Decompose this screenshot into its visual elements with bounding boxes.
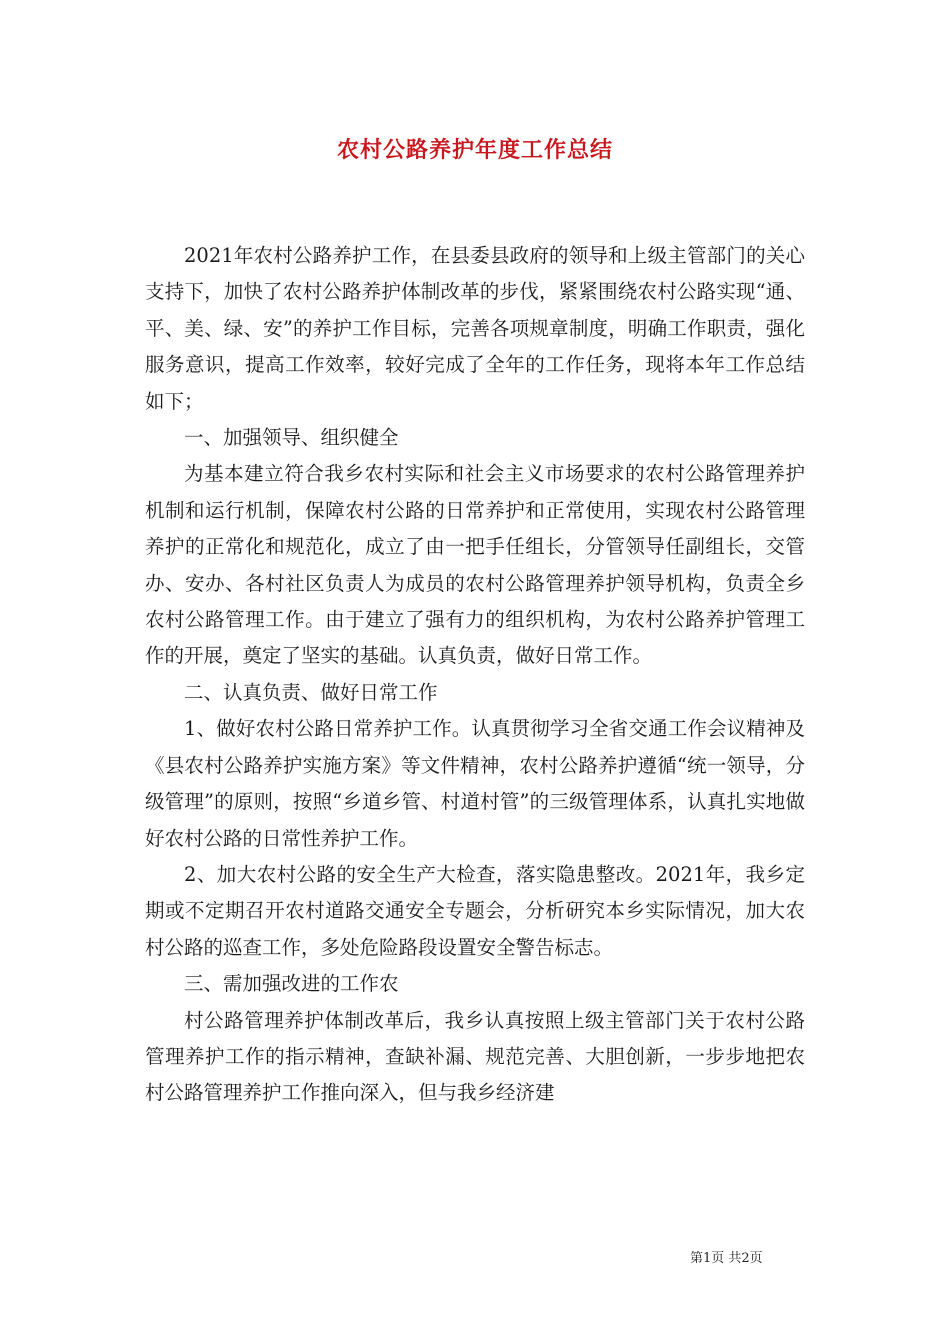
paragraph-item-1: 1、做好农村公路日常养护工作。认真贯彻学习全省交通工作会议精神及《县农村公路养护实施方案》等文件精神，农村公路养护遵循“统一领导，分级管理”的原则，按照“乡道乡管、村道村管”的三级管理体系，认真扎实地做好农村公路的日常性养护工作。	[145, 717, 805, 850]
paragraph-section-3: 村公路管理养护体制改革后，我乡认真按照上级主管部门关于农村公路管理养护工作的指示精神，查缺补漏、规范完善、大胆创新，一步步地把农村公路管理养护工作推向深入，但与我乡经济建	[145, 1008, 805, 1105]
paragraph-section-1: 为基本建立符合我乡农村实际和社会主义市场要求的农村公路管理养护机制和运行机制，保障农村公路的日常养护和正常使用，实现农村公路管理养护的正常化和规范化，成立了由一把手任组长，分管领导任副组长，交管办、安办、各村社区负责人为成员的农村公路管理养护领导机构，负责全乡农村公路管理工作。由于建立了强有力的组织机构，为农村公路养护管理工作的开展，奠定了坚实的基础。认真负责，做好日常工作。	[145, 462, 805, 668]
document-title: 农村公路养护年度工作总结	[336, 137, 613, 163]
paragraph-item-2: 2、加大农村公路的安全生产大检查，落实隐患整改。2021年，我乡定期或不定期召开农村道路交通安全专题会，分析研究本乡实际情况，加大农村公路的巡查工作，多处危险路段设置安全警告标志。	[145, 862, 805, 959]
paragraph-intro: 2021年农村公路养护工作，在县委县政府的领导和上级主管部门的关心支持下，加快了农村公路养护体制改革的步伐，紧紧围绕农村公路实现“通、平、美、绿、安”的养护工作目标，完善各项规章制度，明确工作职责，强化服务意识，提高工作效率，较好完成了全年的工作任务，现将本年工作总结如下；	[145, 244, 805, 413]
document-body	[145, 238, 805, 1112]
page-number: 第1页 共2页	[690, 1251, 763, 1266]
heading-section-3: 三、需加强改进的工作农	[184, 972, 399, 996]
heading-section-2: 二、认真负责、做好日常工作	[184, 680, 438, 704]
heading-section-1: 一、加强领导、组织健全	[184, 426, 399, 450]
